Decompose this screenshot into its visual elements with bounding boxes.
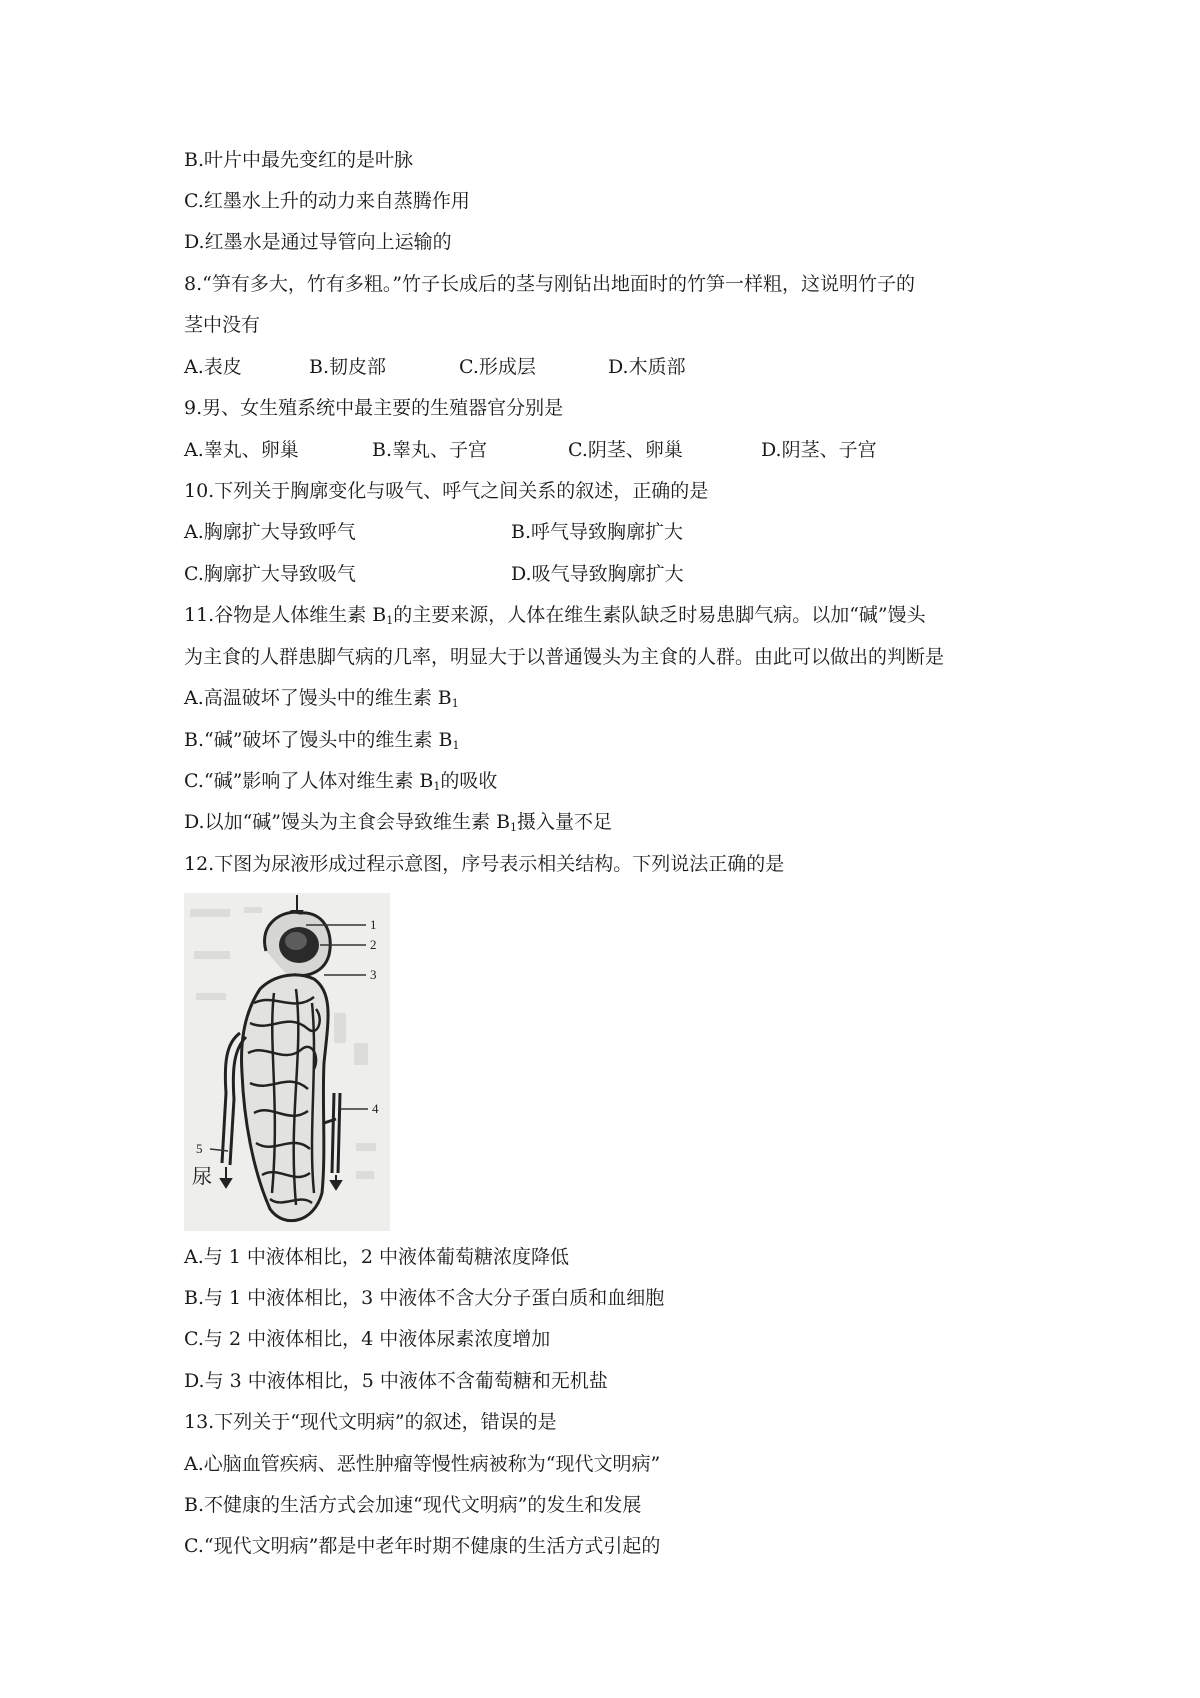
q13-stem: 13.下列关于“现代文明病”的叙述，错误的是 [184,1411,557,1433]
q12-stem: 12.下图为尿液形成过程示意图，序号表示相关结构。下列说法正确的是 [184,853,785,875]
q8-option-d: D.木质部 [608,356,686,378]
q9-option-b: B.睾丸、子宫 [372,439,488,461]
q10-option-b: B.呼气导致胸廓扩大 [511,521,684,543]
label-1: 1 [370,917,377,932]
q10-stem: 10.下列关于胸廓变化与吸气、呼气之间关系的叙述，正确的是 [184,480,709,502]
q9-stem: 9.男、女生殖系统中最主要的生殖器官分别是 [184,397,564,419]
q10-options-row1 [184,520,984,544]
q12-option-c: C.与 2 中液体相比，4 中液体尿素浓度增加 [184,1328,551,1350]
renal-vein [324,1093,340,1173]
q12-option-b: B.与 1 中液体相比，3 中液体不含大分子蛋白质和血细胞 [184,1287,665,1309]
label-5: 5 [196,1141,203,1156]
nephron-drawing [184,893,390,1231]
q8-option-c: C.形成层 [459,356,536,378]
q7-option-d: D.红墨水是通过导管向上运输的 [184,231,452,253]
q10-option-c: C.胸廓扩大导致吸气 [184,563,356,585]
q11-option-b: B.“碱”破坏了馒头中的维生素 $B_1$ [184,729,460,752]
urine-label: 尿 [192,1164,212,1188]
q13-option-a: A.心脑血管疾病、恶性肿瘤等慢性病被称为“现代文明病” [184,1453,661,1475]
q9-option-c: C.阴茎、卵巢 [568,439,683,461]
q11-option-c: C.“碱”影响了人体对维生素 $B_1$的吸收 [184,770,498,793]
q10-option-d: D.吸气导致胸廓扩大 [511,563,684,585]
vein-arrow [331,1175,341,1189]
q8-option-a: A.表皮 [184,356,242,378]
q7-option-b: B.叶片中最先变红的是叶脉 [184,149,414,171]
label-2: 2 [370,937,377,952]
q10-option-a: A.胸廓扩大导致呼气 [184,521,356,543]
renal-tubule [242,975,329,1221]
q13-option-b: B.不健康的生活方式会加速“现代文明病”的发生和发展 [184,1494,642,1516]
q9-options-row [184,438,984,462]
q8-stem-line1: 8.“笋有多大，竹有多粗。”竹子长成后的茎与刚钻出地面时的竹笋一样粗，这说明竹子的 [184,273,916,295]
subscript-1: 1 [386,614,394,627]
q12-option-d: D.与 3 中液体相比，5 中液体不含葡萄糖和无机盐 [184,1370,608,1392]
label-4: 4 [372,1101,379,1116]
q11-stem-line2: 为主食的人群患脚气病的几率，明显大于以普通馒头为主食的人群。由此可以做出的判断是 [184,646,945,668]
label-3: 3 [370,967,377,982]
q7-option-c: C.红墨水上升的动力来自蒸腾作用 [184,190,470,212]
q8-options-row [184,355,984,379]
q10-options-row2 [184,562,984,586]
nephron-diagram [184,893,390,1231]
q11-stem-line1: 11.谷物是人体维生素 $B_1$的主要来源，人体在维生素队缺乏时易患脚气病。以加“碱”馒头 [184,604,926,627]
urine-arrow [221,1167,231,1187]
q9-option-a: A.睾丸、卵巢 [184,439,299,461]
q11-option-d: D.以加“碱”馒头为主食会导致维生素 $B_1$摄入量不足 [184,811,613,834]
q8-stem-line2: 茎中没有 [184,314,261,336]
q12-option-a: A.与 1 中液体相比，2 中液体葡萄糖浓度降低 [184,1246,570,1268]
q11-option-a: A.高温破坏了馒头中的维生素 $B_1$ [184,687,459,710]
q13-option-c: C.“现代文明病”都是中老年时期不健康的生活方式引起的 [184,1535,661,1557]
q8-option-b: B.韧皮部 [309,356,387,378]
q9-option-d: D.阴茎、子宫 [761,439,877,461]
